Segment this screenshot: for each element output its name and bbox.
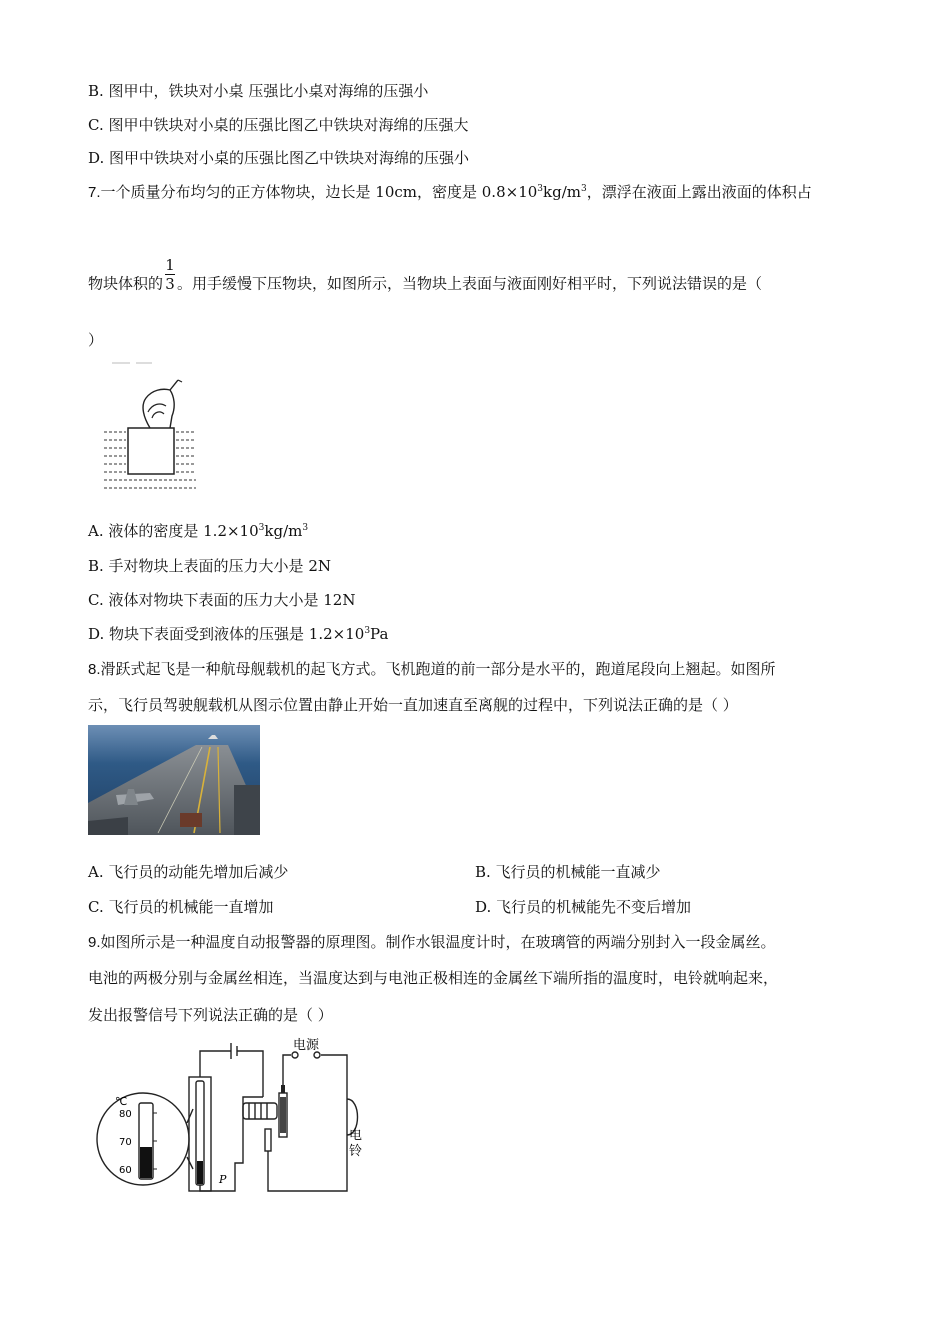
q8-option-a: A. 飞行员的动能先增加后减少 xyxy=(88,863,289,881)
fraction-one-third: $\frac{1}{3}$ xyxy=(165,256,175,293)
q7-stem-line1: 7.一个质量分布均匀的正方体物块，边长是 10cm，密度是 $0.8\times 10^3kg/m^3$，漂浮在液面上露出液面的体积占 xyxy=(88,183,812,201)
q6-option-c: C. 图甲中铁块对小桌的压强比图乙中铁块对海绵的压强大 xyxy=(88,116,469,134)
bell-label-1: 电 xyxy=(349,1128,363,1143)
p-label: P xyxy=(219,1173,227,1186)
q8-number: 8. xyxy=(88,661,101,678)
power-label: 电源 xyxy=(293,1038,320,1053)
q9-stem-line2: 电池的两极分别与金属丝相连，当温度达到与电池正极相连的金属丝下端所指的温度时，电铃就响起来， xyxy=(88,969,779,987)
q9-alarm-circuit-figure xyxy=(95,1035,375,1195)
q9-stem-line1: 9.如图所示是一种温度自动报警器的原理图。制作水银温度计时，在玻璃管的两端分别封入一段金属丝。 xyxy=(88,933,776,951)
tick-60: 60 xyxy=(119,1165,132,1176)
q7-cube-liquid-figure xyxy=(100,360,210,495)
q7-option-c: C. 液体对物块下表面的压力大小是 12N xyxy=(88,591,356,609)
q7-number: 7. xyxy=(88,184,101,201)
q7-option-b: B. 手对物块上表面的压力大小是 2N xyxy=(88,557,331,575)
q7-option-a: A. 液体的密度是 $1.2\times 10^3kg/m^3$ xyxy=(88,522,309,540)
tick-70: 70 xyxy=(119,1137,132,1148)
q8-stem-line1: 8.滑跃式起飞是一种航母舰载机的起飞方式。飞机跑道的前一部分是水平的，跑道尾段向上翘起。如图所 xyxy=(88,660,776,678)
q8-stem-line2: 示，飞行员驾驶舰载机从图示位置由静止开始一直加速直至离舰的过程中，下列说法正确的是（ ） xyxy=(88,696,738,714)
q9-stem-line3: 发出报警信号下列说法正确的是（ ） xyxy=(88,1006,333,1024)
q7-option-d: D. 物块下表面受到液体的压强是 $1.2\times 10^3Pa$ xyxy=(88,625,389,643)
q6-option-d: D. 图甲中铁块对小桌的压强比图乙中铁块对海绵的压强小 xyxy=(88,149,470,167)
q6-option-b: B. 图甲中，铁块对小桌 压强比小桌对海绵的压强小 xyxy=(88,82,429,100)
q8-option-d: D. 飞行员的机械能先不变后增加 xyxy=(475,898,692,916)
tick-80: 80 xyxy=(119,1109,132,1120)
q9-number: 9. xyxy=(88,934,101,951)
unit-label: ℃ xyxy=(115,1095,128,1108)
q7-stem-line2: 物块体积的 $\frac{1}{3}$ 。用手缓慢下压物块，如图所示，当物块上表面与液面刚好相平时，下列说法错误的是（ xyxy=(88,256,763,293)
bell-label-2: 铃 xyxy=(349,1144,363,1159)
q7-stem-line3: ） xyxy=(88,331,104,349)
q8-carrier-photo xyxy=(88,725,260,835)
q8-option-c: C. 飞行员的机械能一直增加 xyxy=(88,898,274,916)
q8-option-b: B. 飞行员的机械能一直减少 xyxy=(475,863,661,881)
